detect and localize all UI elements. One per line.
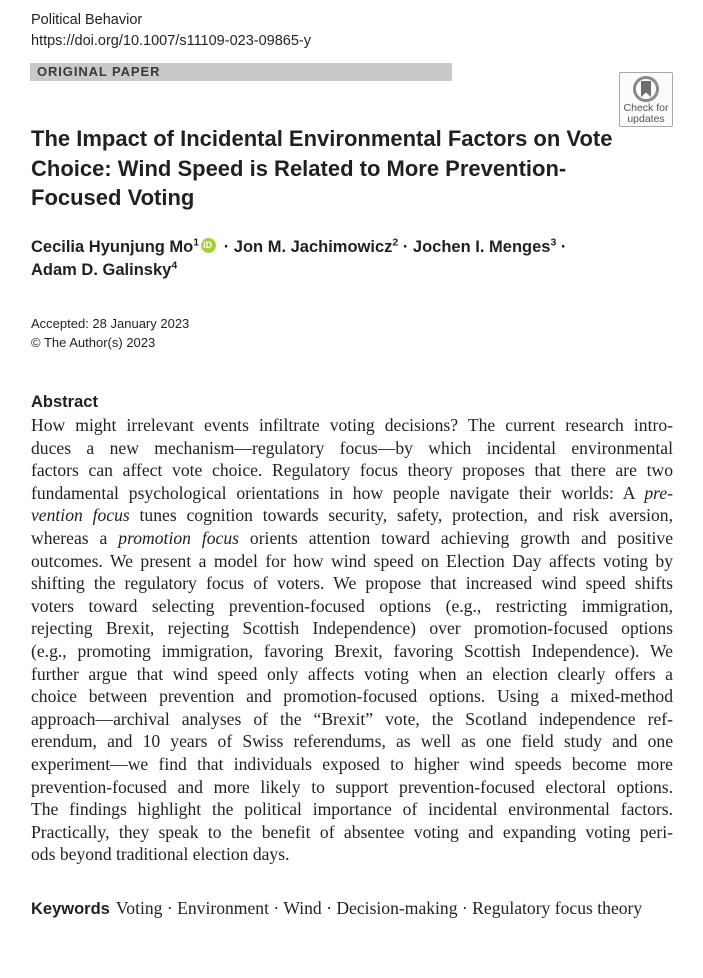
author-separator: · (219, 238, 234, 256)
abstract-line: The findings highlight the political importance of incidental environmental factors. (31, 799, 673, 820)
abstract-line: factors can affect vote choice. Regulatory focus theory proposes that there are two (31, 460, 673, 481)
abstract-line: voters toward selecting prevention-focused options (e.g., restricting immigration, (31, 595, 673, 616)
abstract-line: (e.g., promoting immigration, favoring Brexit, favoring Scottish Independence). We (31, 640, 673, 661)
abstract-line-part: orients attention toward achieving growth and positive (238, 527, 673, 548)
abstract-line-part: tunes cognition towards security, safety, protection, and risk aversion, (129, 505, 673, 526)
author-affiliation: 4 (171, 259, 178, 272)
abstract-line: erendum, and 10 years of Swiss referendums, as well as one field study and one (31, 731, 673, 752)
article-type-bar (30, 63, 452, 81)
badge-line-2: updates (627, 112, 665, 125)
author-name[interactable]: Adam D. Galinsky (31, 261, 172, 279)
abstract-italic: pre- (644, 482, 673, 503)
paper-title: The Impact of Incidental Environmental Factors on Vote Choice: Wind Speed is Related to More Prevention-Focused Voting (31, 126, 613, 210)
abstract-text (31, 414, 673, 866)
abstract-line: choice between prevention and promotion-focused options. Using a mixed-method (31, 686, 673, 707)
badge-line-1: Check for (623, 102, 669, 114)
abstract-line: experiment—we find that individuals exposed to higher wind speeds become more (31, 753, 673, 774)
abstract-line: approach—archival analyses of the “Brexit” vote, the Scotland independence ref- (31, 708, 673, 729)
abstract-line: outcomes. We present a model for how wind speed on Election Day affects voting by (31, 550, 673, 571)
journal-name: Political Behavior (31, 12, 143, 28)
abstract-line: duces a new mechanism—regulatory focus—by which incidental environmental (31, 437, 673, 458)
author-affiliation: 1 (193, 236, 200, 249)
abstract-line: Practically, they speak to the benefit of absentee voting and expanding voting peri- (31, 821, 673, 842)
author-affiliation: 2 (392, 236, 399, 249)
author-name[interactable]: Cecilia Hyunjung Mo (31, 238, 194, 256)
copyright-notice: © The Author(s) 2023 (31, 335, 156, 350)
keywords-list: Voting · Environment · Wind · Decision-making · Regulatory focus theory (115, 898, 643, 918)
abstract-line (31, 482, 673, 505)
abstract-line (31, 504, 673, 527)
author-separator: · (556, 238, 567, 256)
accepted-date: Accepted: 28 January 2023 (31, 316, 190, 331)
orcid-icon[interactable] (201, 238, 216, 253)
abstract-italic: vention focus (31, 505, 130, 526)
author-affiliation: 3 (550, 236, 557, 249)
abstract-line: How might irrelevant events infiltrate voting decisions? The current research intro- (31, 415, 673, 435)
abstract-line: rejecting Brexit, rejecting Scottish Independence) over promotion-focused options (31, 618, 673, 639)
keywords-label: Keywords (31, 900, 110, 918)
author-separator: · (398, 238, 413, 256)
bookmark-ring-icon (631, 76, 661, 103)
author-name[interactable]: Jochen I. Menges (412, 238, 551, 256)
abstract-line-part: whereas a (31, 527, 119, 548)
keywords (31, 897, 671, 921)
abstract-line: ods beyond traditional election days. (31, 844, 290, 865)
abstract-heading: Abstract (31, 393, 98, 411)
abstract-line: further argue that wind speed only affects voting when an election clearly offers a (31, 663, 673, 684)
abstract-italic: promotion focus (118, 527, 239, 548)
abstract-line (31, 527, 673, 550)
article-type-label: ORIGINAL PAPER (37, 64, 161, 79)
doi-link[interactable]: https://doi.org/10.1007/s11109-023-09865-y (31, 33, 311, 49)
abstract-line: shifting the regulatory focus of voters. We propose that increased wind speed shifts (31, 573, 673, 594)
check-for-updates-label (620, 103, 672, 124)
author-name[interactable]: Jon M. Jachimowicz (233, 238, 393, 256)
author-list (31, 236, 651, 282)
check-for-updates-badge[interactable] (619, 72, 673, 127)
abstract-line: prevention-focused and more likely to support prevention-focused electoral options. (31, 776, 673, 797)
abstract-line-part: fundamental psychological orientations in how people navigate their worlds: A (31, 482, 645, 503)
